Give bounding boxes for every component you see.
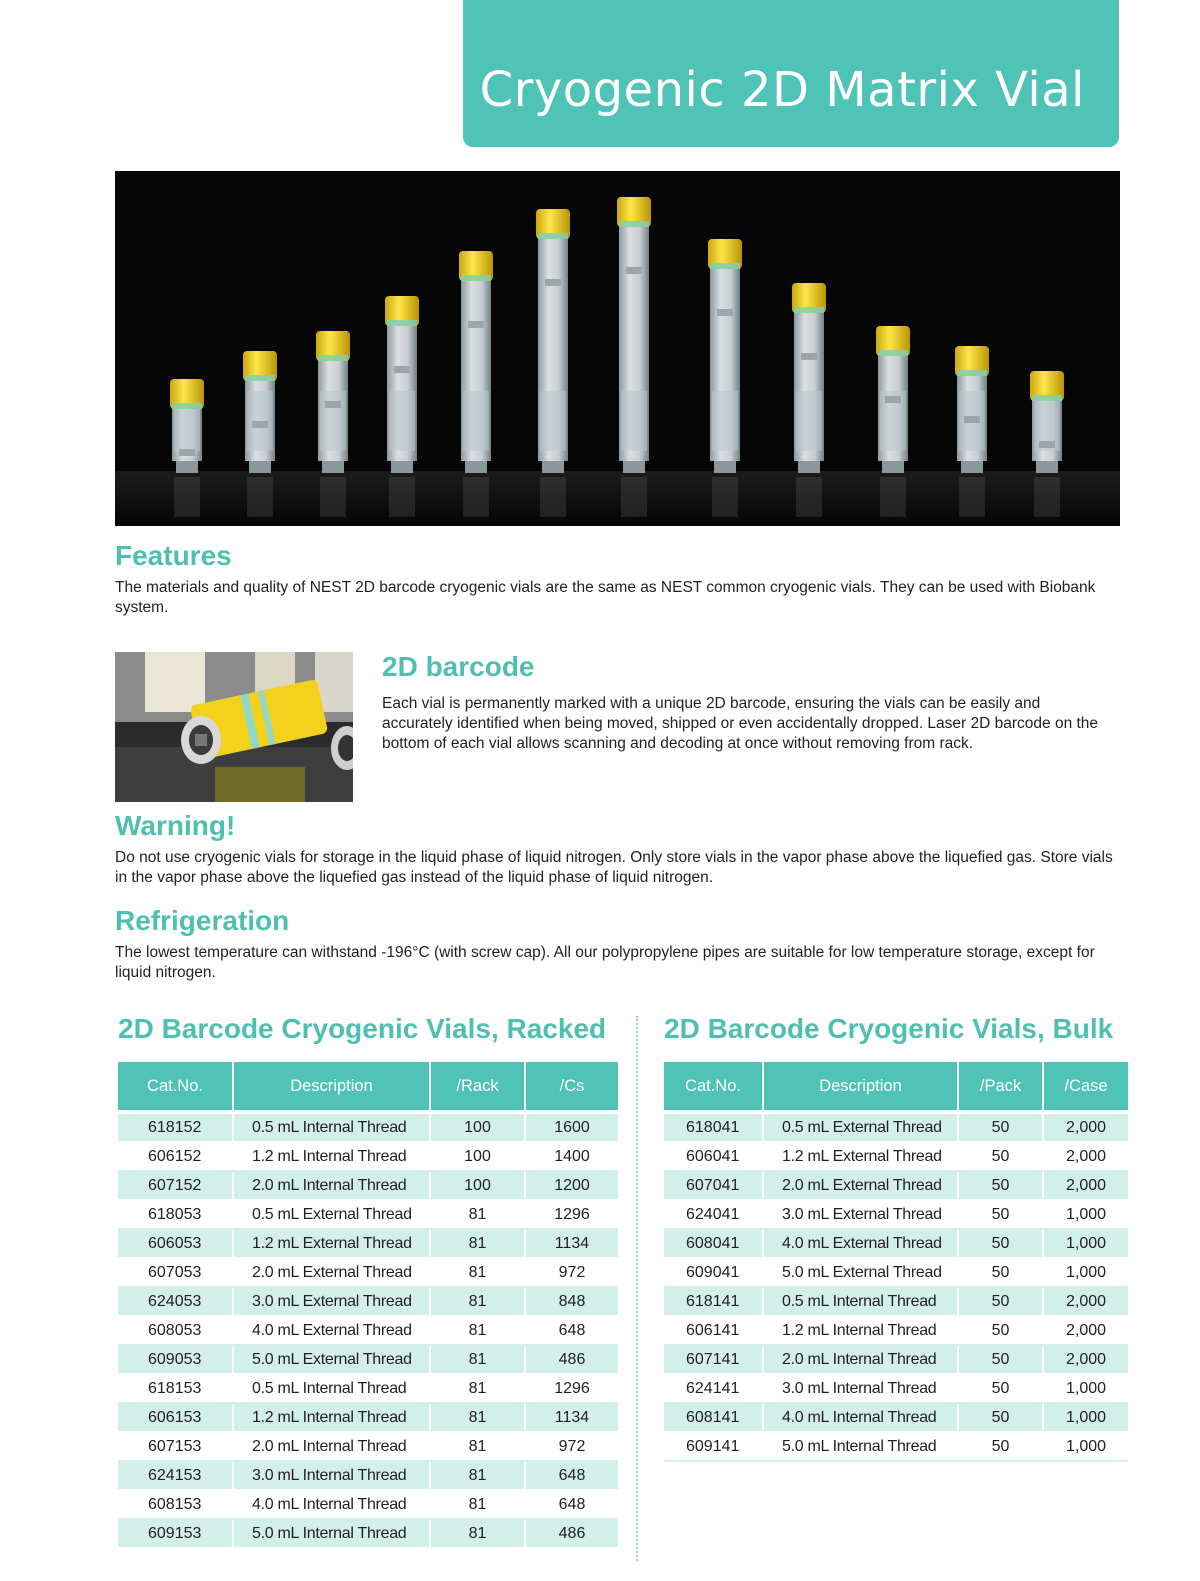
description-cell: 4.0 mL External Thread	[763, 1229, 958, 1258]
table-row	[664, 1403, 1128, 1432]
case-qty-cell: 1296	[525, 1374, 618, 1403]
barcode-heading: 2D barcode	[382, 651, 535, 682]
table-row	[118, 1403, 618, 1432]
cat-no-cell: 609041	[664, 1258, 763, 1287]
warning-text: Do not use cryogenic vials for storage in the liquid phase of liquid nitrogen. Only store vials in the vapor phase above the liquefied gas. Store vials in the vapor phase above the liquefied gas instead of the liquid phase of liquid nitrogen.	[115, 849, 1113, 886]
case-qty-cell: 1134	[525, 1403, 618, 1432]
case-qty-cell: 648	[525, 1490, 618, 1519]
case-qty-cell: 1200	[525, 1171, 618, 1200]
qty-cell: 81	[430, 1374, 525, 1403]
racked-table	[118, 1062, 618, 1549]
description-cell: 2.0 mL Internal Thread	[233, 1432, 430, 1461]
case-qty-cell: 2,000	[1043, 1114, 1128, 1142]
cat-no-cell: 624053	[118, 1287, 233, 1316]
description-cell: 4.0 mL Internal Thread	[763, 1403, 958, 1432]
qty-cell: 81	[430, 1432, 525, 1461]
cat-no-cell: 607153	[118, 1432, 233, 1461]
bulk-table-title: 2D Barcode Cryogenic Vials, Bulk	[664, 1013, 1114, 1044]
vial-tube	[792, 283, 826, 517]
case-qty-cell: 486	[525, 1519, 618, 1548]
description-cell: 1.2 mL Internal Thread	[763, 1316, 958, 1345]
cat-no-cell: 618141	[664, 1287, 763, 1316]
case-qty-cell: 2,000	[1043, 1171, 1128, 1200]
case-qty-cell: 1600	[525, 1114, 618, 1142]
cat-no-cell: 618152	[118, 1114, 233, 1142]
racked-table-title: 2D Barcode Cryogenic Vials, Racked	[118, 1013, 607, 1044]
table-row	[664, 1142, 1128, 1171]
page-title: Cryogenic 2D Matrix Vial	[479, 62, 1085, 118]
refrigeration-text: The lowest temperature can withstand -196°C (with screw cap). All our polypropylene pipes are suitable for low temperature storage, except for liquid nitrogen.	[115, 944, 1095, 981]
warning-heading: Warning!	[115, 810, 236, 841]
cat-no-cell: 609141	[664, 1432, 763, 1461]
cat-no-cell: 606141	[664, 1316, 763, 1345]
qty-cell: 100	[430, 1114, 525, 1142]
description-cell: 1.2 mL External Thread	[233, 1229, 430, 1258]
table-row	[664, 1287, 1128, 1316]
table-row	[118, 1374, 618, 1403]
case-qty-cell: 486	[525, 1345, 618, 1374]
vial-tube	[385, 296, 419, 517]
case-qty-cell: 1134	[525, 1229, 618, 1258]
table-row	[118, 1519, 618, 1548]
description-cell: 1.2 mL Internal Thread	[233, 1403, 430, 1432]
qty-cell: 50	[958, 1432, 1043, 1461]
vials-illustration	[115, 171, 1120, 526]
description-cell: 3.0 mL External Thread	[763, 1200, 958, 1229]
bulk-col-case: /Case	[1043, 1062, 1128, 1110]
barcode-photo	[115, 652, 353, 802]
table-row	[118, 1229, 618, 1258]
vial-tube	[316, 331, 350, 517]
table-row	[118, 1114, 618, 1142]
cat-no-cell: 606152	[118, 1142, 233, 1171]
table-row	[664, 1374, 1128, 1403]
cat-no-cell: 608141	[664, 1403, 763, 1432]
qty-cell: 50	[958, 1258, 1043, 1287]
qty-cell: 50	[958, 1200, 1043, 1229]
vial-tube	[170, 379, 204, 517]
cat-no-cell: 618153	[118, 1374, 233, 1403]
description-cell: 0.5 mL External Thread	[233, 1200, 430, 1229]
cat-no-cell: 609153	[118, 1519, 233, 1548]
vial-tube	[1030, 371, 1064, 517]
case-qty-cell: 1,000	[1043, 1374, 1128, 1403]
case-qty-cell: 2,000	[1043, 1316, 1128, 1345]
qty-cell: 50	[958, 1345, 1043, 1374]
racked-col-cs: /Cs	[525, 1062, 618, 1110]
qty-cell: 50	[958, 1374, 1043, 1403]
cat-no-cell: 608153	[118, 1490, 233, 1519]
table-row	[118, 1345, 618, 1374]
features-text: The materials and quality of NEST 2D barcode cryogenic vials are the same as NEST common cryogenic vials. They can be used with Biobank system.	[115, 579, 1096, 616]
description-cell: 1.2 mL Internal Thread	[233, 1142, 430, 1171]
cat-no-cell: 607152	[118, 1171, 233, 1200]
racked-col-catno: Cat.No.	[118, 1062, 233, 1110]
table-row	[118, 1490, 618, 1519]
cat-no-cell: 624041	[664, 1200, 763, 1229]
description-cell: 3.0 mL External Thread	[233, 1287, 430, 1316]
table-row	[664, 1200, 1128, 1229]
case-qty-cell: 1,000	[1043, 1229, 1128, 1258]
bulk-table	[664, 1062, 1128, 1462]
table-row	[118, 1287, 618, 1316]
description-cell: 4.0 mL Internal Thread	[233, 1490, 430, 1519]
vial-tube	[459, 251, 493, 517]
qty-cell: 81	[430, 1461, 525, 1490]
qty-cell: 50	[958, 1229, 1043, 1258]
cat-no-cell: 606041	[664, 1142, 763, 1171]
qty-cell: 81	[430, 1229, 525, 1258]
table-row	[118, 1171, 618, 1200]
table-row	[664, 1316, 1128, 1345]
table-row	[118, 1316, 618, 1345]
qty-cell: 100	[430, 1171, 525, 1200]
qty-cell: 81	[430, 1287, 525, 1316]
bulk-col-catno: Cat.No.	[664, 1062, 763, 1110]
qty-cell: 50	[958, 1287, 1043, 1316]
qty-cell: 50	[958, 1316, 1043, 1345]
table-row	[118, 1258, 618, 1287]
cat-no-cell: 607141	[664, 1345, 763, 1374]
qty-cell: 50	[958, 1403, 1043, 1432]
description-cell: 0.5 mL External Thread	[763, 1114, 958, 1142]
cat-no-cell: 618041	[664, 1114, 763, 1142]
bulk-col-pack: /Pack	[958, 1062, 1043, 1110]
barcode-vial-illustration	[115, 652, 353, 802]
title-banner	[463, 0, 1119, 147]
cat-no-cell: 624141	[664, 1374, 763, 1403]
case-qty-cell: 1,000	[1043, 1432, 1128, 1461]
table-row	[664, 1229, 1128, 1258]
table-row	[664, 1345, 1128, 1374]
description-cell: 2.0 mL Internal Thread	[233, 1171, 430, 1200]
case-qty-cell: 848	[525, 1287, 618, 1316]
description-cell: 5.0 mL Internal Thread	[763, 1432, 958, 1461]
description-cell: 5.0 mL External Thread	[763, 1258, 958, 1287]
table-row	[118, 1432, 618, 1461]
table-row	[118, 1200, 618, 1229]
refrigeration-heading: Refrigeration	[115, 905, 290, 936]
qty-cell: 81	[430, 1519, 525, 1548]
case-qty-cell: 972	[525, 1432, 618, 1461]
barcode-text: Each vial is permanently marked with a unique 2D barcode, ensuring the vials can be easily and accurately identified when being moved, shipped or even accidentally dropped. Laser 2D barcode on the bottom of each vial allows scanning and decoding at once without removing from rack.	[382, 695, 1099, 752]
case-qty-cell: 2,000	[1043, 1142, 1128, 1171]
qty-cell: 50	[958, 1114, 1043, 1142]
qty-cell: 81	[430, 1316, 525, 1345]
table-row	[118, 1142, 618, 1171]
case-qty-cell: 2,000	[1043, 1345, 1128, 1374]
qty-cell: 81	[430, 1258, 525, 1287]
racked-col-rack: /Rack	[430, 1062, 525, 1110]
case-qty-cell: 2,000	[1043, 1287, 1128, 1316]
qty-cell: 81	[430, 1200, 525, 1229]
bulk-header-row	[664, 1062, 1128, 1110]
cat-no-cell: 609053	[118, 1345, 233, 1374]
case-qty-cell: 648	[525, 1316, 618, 1345]
cat-no-cell: 624153	[118, 1461, 233, 1490]
product-photo-vials	[115, 171, 1120, 526]
case-qty-cell: 1296	[525, 1200, 618, 1229]
tables-divider	[636, 1016, 638, 1561]
description-cell: 1.2 mL External Thread	[763, 1142, 958, 1171]
racked-col-description: Description	[233, 1062, 430, 1110]
vial-tube	[955, 346, 989, 517]
case-qty-cell: 1,000	[1043, 1403, 1128, 1432]
description-cell: 0.5 mL Internal Thread	[233, 1374, 430, 1403]
case-qty-cell: 1,000	[1043, 1258, 1128, 1287]
table-row	[664, 1114, 1128, 1142]
bulk-col-description: Description	[763, 1062, 958, 1110]
description-cell: 3.0 mL Internal Thread	[763, 1374, 958, 1403]
description-cell: 4.0 mL External Thread	[233, 1316, 430, 1345]
table-row	[664, 1171, 1128, 1200]
case-qty-cell: 648	[525, 1461, 618, 1490]
cat-no-cell: 618053	[118, 1200, 233, 1229]
cat-no-cell: 607053	[118, 1258, 233, 1287]
case-qty-cell: 1400	[525, 1142, 618, 1171]
cat-no-cell: 608041	[664, 1229, 763, 1258]
qty-cell: 81	[430, 1345, 525, 1374]
description-cell: 5.0 mL Internal Thread	[233, 1519, 430, 1548]
description-cell: 0.5 mL Internal Thread	[233, 1114, 430, 1142]
cat-no-cell: 606053	[118, 1229, 233, 1258]
qty-cell: 81	[430, 1403, 525, 1432]
description-cell: 5.0 mL External Thread	[233, 1345, 430, 1374]
vial-tube	[243, 351, 277, 517]
cat-no-cell: 608053	[118, 1316, 233, 1345]
description-cell: 2.0 mL Internal Thread	[763, 1345, 958, 1374]
table-row	[664, 1258, 1128, 1287]
description-cell: 3.0 mL Internal Thread	[233, 1461, 430, 1490]
cat-no-cell: 606153	[118, 1403, 233, 1432]
qty-cell: 100	[430, 1142, 525, 1171]
vial-tube	[876, 326, 910, 517]
qty-cell: 81	[430, 1490, 525, 1519]
features-heading: Features	[115, 540, 232, 571]
qty-cell: 50	[958, 1171, 1043, 1200]
table-row	[118, 1461, 618, 1490]
description-cell: 2.0 mL External Thread	[233, 1258, 430, 1287]
description-cell: 2.0 mL External Thread	[763, 1171, 958, 1200]
case-qty-cell: 1,000	[1043, 1200, 1128, 1229]
racked-header-row	[118, 1062, 618, 1110]
table-row	[664, 1432, 1128, 1461]
qty-cell: 50	[958, 1142, 1043, 1171]
description-cell: 0.5 mL Internal Thread	[763, 1287, 958, 1316]
case-qty-cell: 972	[525, 1258, 618, 1287]
cat-no-cell: 607041	[664, 1171, 763, 1200]
